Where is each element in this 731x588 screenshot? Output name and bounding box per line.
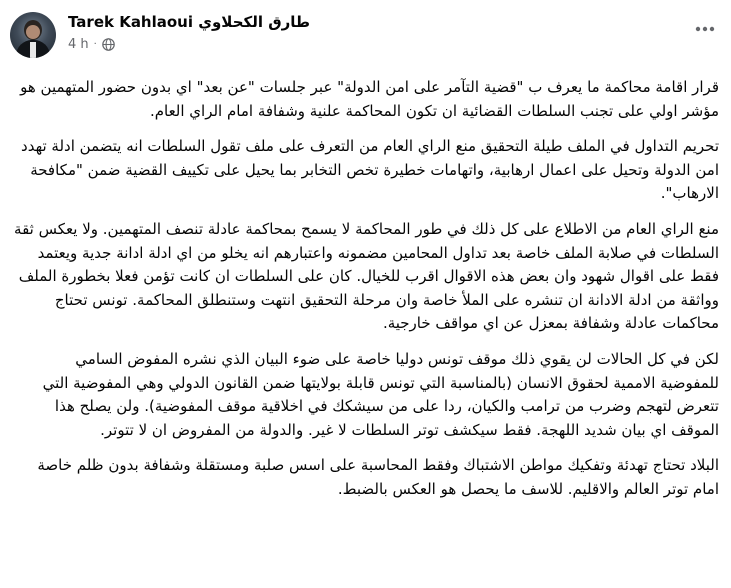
post-timestamp[interactable]: 4 h — [68, 37, 89, 52]
more-horizontal-icon — [695, 26, 715, 32]
post-paragraph: البلاد تحتاج تهدئة وتفكيك مواطن الاشتباك وفقط المحاسبة على اسس صلبة ومستقلة وشفافة بدون ظلم خاصة امام توتر العالم والاقليم. للاسف ما يحصل هو العكس بالضبط. — [37, 456, 719, 498]
post-paragraph: منع الراي العام من الاطلاع على كل ذلك في طور المحاكمة لا يسمح بمحاكمة عادلة تنصف المتهمين. ولا يعكس ثقة السلطات في صلابة الملف خاصة بعد تداول المحامين مضمونه واعتبارهم انه يخلو من اي ادلة ادانة جدية ويعتمد فقط على اقوال شهود وان بعض هذه الاقوال اقرب للخيال. كان على السلطات ان كانت تؤمن فعلا بخطورة الملف وواثقة من ادلة الادانة ان تنشره على الملأ خاصة وان مرحلة التحقيق انتهت وستنطلق المحاكمة. تونس تحتاج محاكمات عادلة وشفافة بمعزل عن اي مواقف خارجية. — [14, 219, 719, 333]
post-paragraph: قرار اقامة محاكمة ما يعرف ب "قضية التآمر على امن الدولة" عبر جلسات "عن بعد" اي بدون حضور المتهمين هو مؤشر اولي على تجنب السلطات القضائية ان تكون المحاكمة علنية وشفافة امام الراي العام. — [20, 78, 719, 120]
author-avatar[interactable] — [10, 12, 56, 58]
avatar-figure-shirt — [30, 42, 36, 58]
post-body — [14, 76, 719, 514]
meta-separator: · — [93, 39, 97, 50]
more-options-button[interactable] — [690, 14, 720, 44]
globe-icon[interactable] — [102, 38, 115, 51]
author-name[interactable]: Tarek Kahlaoui طارق الكحلاوي — [68, 13, 311, 31]
post-meta — [68, 37, 115, 52]
post-paragraph: لكن في كل الحالات لن يقوي ذلك موقف تونس دوليا خاصة على ضوء البيان الذي نشره المفوض السامي للمفوضية الاممية لحقوق الانسان (بالمناسبة التي تونس قابلة بولايتها ضمن القانون الدولي وهي المفوضية التي تتعرض لتهجم وضرب من ترامب والكيان، ردا على من سيشكك في اخلاقية موقف المفوضية). ولن يصلح هذا الموقف اي بيان شديد اللهجة. فقط سيكشف توتر السلطات لا غير. والدولة من المفروض ان لا تتوتر. — [42, 349, 719, 439]
avatar-figure-face — [26, 25, 40, 39]
post-paragraph: تحريم التداول في الملف طيلة التحقيق منع الراي العام من التعرف على ملف تقول السلطات انه يتضمن ادلة تهدد امن الدولة وتحيل على اعمال ارهابية، واتهامات خطيرة تخص التخابر بما يحيل على تكييف القضية ضمن "مكافحة الارهاب". — [21, 137, 719, 203]
